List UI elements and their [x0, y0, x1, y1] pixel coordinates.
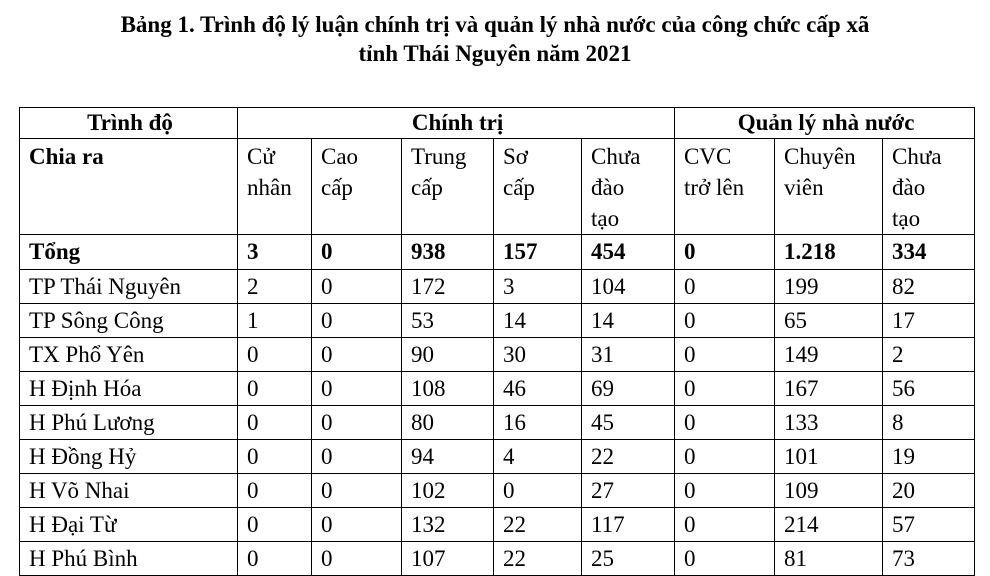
table-cell: 157: [494, 235, 582, 270]
table-body: [20, 270, 975, 576]
table-cell: 0: [312, 338, 402, 372]
table-cell: 22: [582, 440, 675, 474]
table-cell: 334: [883, 235, 975, 270]
column-header: CVC trở lên: [675, 139, 775, 235]
table-cell: 20: [883, 474, 975, 508]
table-cell: 73: [883, 542, 975, 576]
column-header: Chưa đào tạo: [883, 139, 975, 235]
table-cell: 0: [312, 440, 402, 474]
total-label: Tổng: [20, 235, 238, 270]
table-cell: 0: [312, 372, 402, 406]
table-cell: 94: [402, 440, 494, 474]
table-cell: 0: [238, 440, 312, 474]
table-cell: 454: [582, 235, 675, 270]
table-row: [20, 474, 975, 508]
table-cell: 31: [582, 338, 675, 372]
row-label: H Phú Bình: [20, 542, 238, 576]
row-label: H Phú Lương: [20, 406, 238, 440]
column-header: Chưa đào tạo: [582, 139, 675, 235]
table-cell: 107: [402, 542, 494, 576]
table-cell: 57: [883, 508, 975, 542]
table-cell: 0: [312, 508, 402, 542]
table-cell: 0: [238, 508, 312, 542]
table-cell: 214: [775, 508, 883, 542]
row-label: H Võ Nhai: [20, 474, 238, 508]
table-cell: 0: [675, 508, 775, 542]
title-line-1: Bảng 1. Trình độ lý luận chính trị và quản lý nhà nước của công chức cấp xã: [120, 12, 870, 37]
table-cell: 117: [582, 508, 675, 542]
column-header: Chuyên viên: [775, 139, 883, 235]
table-cell: 45: [582, 406, 675, 440]
table-cell: 14: [494, 304, 582, 338]
table-title: [0, 10, 990, 68]
table-row: [20, 508, 975, 542]
table-cell: 0: [675, 372, 775, 406]
table-cell: 0: [312, 235, 402, 270]
table-cell: 14: [582, 304, 675, 338]
table-cell: 108: [402, 372, 494, 406]
table-cell: 0: [675, 440, 775, 474]
table-cell: 0: [238, 338, 312, 372]
table-cell: 109: [775, 474, 883, 508]
table-row: [20, 304, 975, 338]
table-row: [20, 338, 975, 372]
table-row: [20, 270, 975, 304]
data-table: [19, 107, 975, 576]
row-label: H Đồng Hỷ: [20, 440, 238, 474]
table-row: [20, 406, 975, 440]
table-cell: 22: [494, 542, 582, 576]
table-cell: 938: [402, 235, 494, 270]
table-row: [20, 440, 975, 474]
table-cell: 0: [675, 235, 775, 270]
table-cell: 90: [402, 338, 494, 372]
table-cell: 80: [402, 406, 494, 440]
table-cell: 56: [883, 372, 975, 406]
title-line-2: tỉnh Thái Nguyên năm 2021: [358, 41, 632, 66]
table-cell: 30: [494, 338, 582, 372]
table-cell: 0: [312, 406, 402, 440]
column-header: Sơ cấp: [494, 139, 582, 235]
table-cell: 167: [775, 372, 883, 406]
table-cell: 1: [238, 304, 312, 338]
table-cell: 25: [582, 542, 675, 576]
table-cell: 3: [238, 235, 312, 270]
table-cell: 0: [312, 270, 402, 304]
table-cell: 22: [494, 508, 582, 542]
table-cell: 16: [494, 406, 582, 440]
table-cell: 0: [238, 372, 312, 406]
table-cell: 17: [883, 304, 975, 338]
group-header-row: [20, 108, 975, 139]
table-cell: 199: [775, 270, 883, 304]
state-management-header: Quản lý nhà nước: [675, 108, 975, 139]
table-cell: 46: [494, 372, 582, 406]
table-cell: 65: [775, 304, 883, 338]
table-row: [20, 542, 975, 576]
table-cell: 0: [238, 542, 312, 576]
table-cell: 53: [402, 304, 494, 338]
table-cell: 4: [494, 440, 582, 474]
politics-header: Chính trị: [238, 108, 675, 139]
row-label: TX Phổ Yên: [20, 338, 238, 372]
table-cell: 0: [675, 270, 775, 304]
table-cell: 8: [883, 406, 975, 440]
column-header: Cử nhân: [238, 139, 312, 235]
table-cell: 0: [675, 338, 775, 372]
table-cell: 0: [312, 474, 402, 508]
table-cell: 0: [675, 474, 775, 508]
column-header: Cao cấp: [312, 139, 402, 235]
row-label: H Định Hóa: [20, 372, 238, 406]
table-cell: 102: [402, 474, 494, 508]
table-cell: 27: [582, 474, 675, 508]
table-cell: 0: [675, 406, 775, 440]
table-cell: 69: [582, 372, 675, 406]
row-label: H Đại Từ: [20, 508, 238, 542]
row-label: TP Sông Công: [20, 304, 238, 338]
table-row: [20, 372, 975, 406]
table-cell: 0: [238, 406, 312, 440]
table-cell: 0: [494, 474, 582, 508]
table-cell: 1.218: [775, 235, 883, 270]
table-cell: 104: [582, 270, 675, 304]
table-cell: 0: [238, 474, 312, 508]
row-label: TP Thái Nguyên: [20, 270, 238, 304]
table-cell: 3: [494, 270, 582, 304]
table-cell: 0: [312, 304, 402, 338]
table-cell: 101: [775, 440, 883, 474]
level-header: Trình độ: [20, 108, 238, 139]
table-cell: 81: [775, 542, 883, 576]
breakdown-header: Chia ra: [20, 139, 238, 235]
table-cell: 133: [775, 406, 883, 440]
column-header: Trung cấp: [402, 139, 494, 235]
table-cell: 19: [883, 440, 975, 474]
table-cell: 132: [402, 508, 494, 542]
table-cell: 82: [883, 270, 975, 304]
table-cell: 2: [883, 338, 975, 372]
table-cell: 149: [775, 338, 883, 372]
sub-header-row: [20, 139, 975, 235]
total-row: [20, 235, 975, 270]
table-cell: 0: [675, 542, 775, 576]
table-cell: 2: [238, 270, 312, 304]
table-cell: 0: [312, 542, 402, 576]
table-cell: 172: [402, 270, 494, 304]
table-cell: 0: [675, 304, 775, 338]
